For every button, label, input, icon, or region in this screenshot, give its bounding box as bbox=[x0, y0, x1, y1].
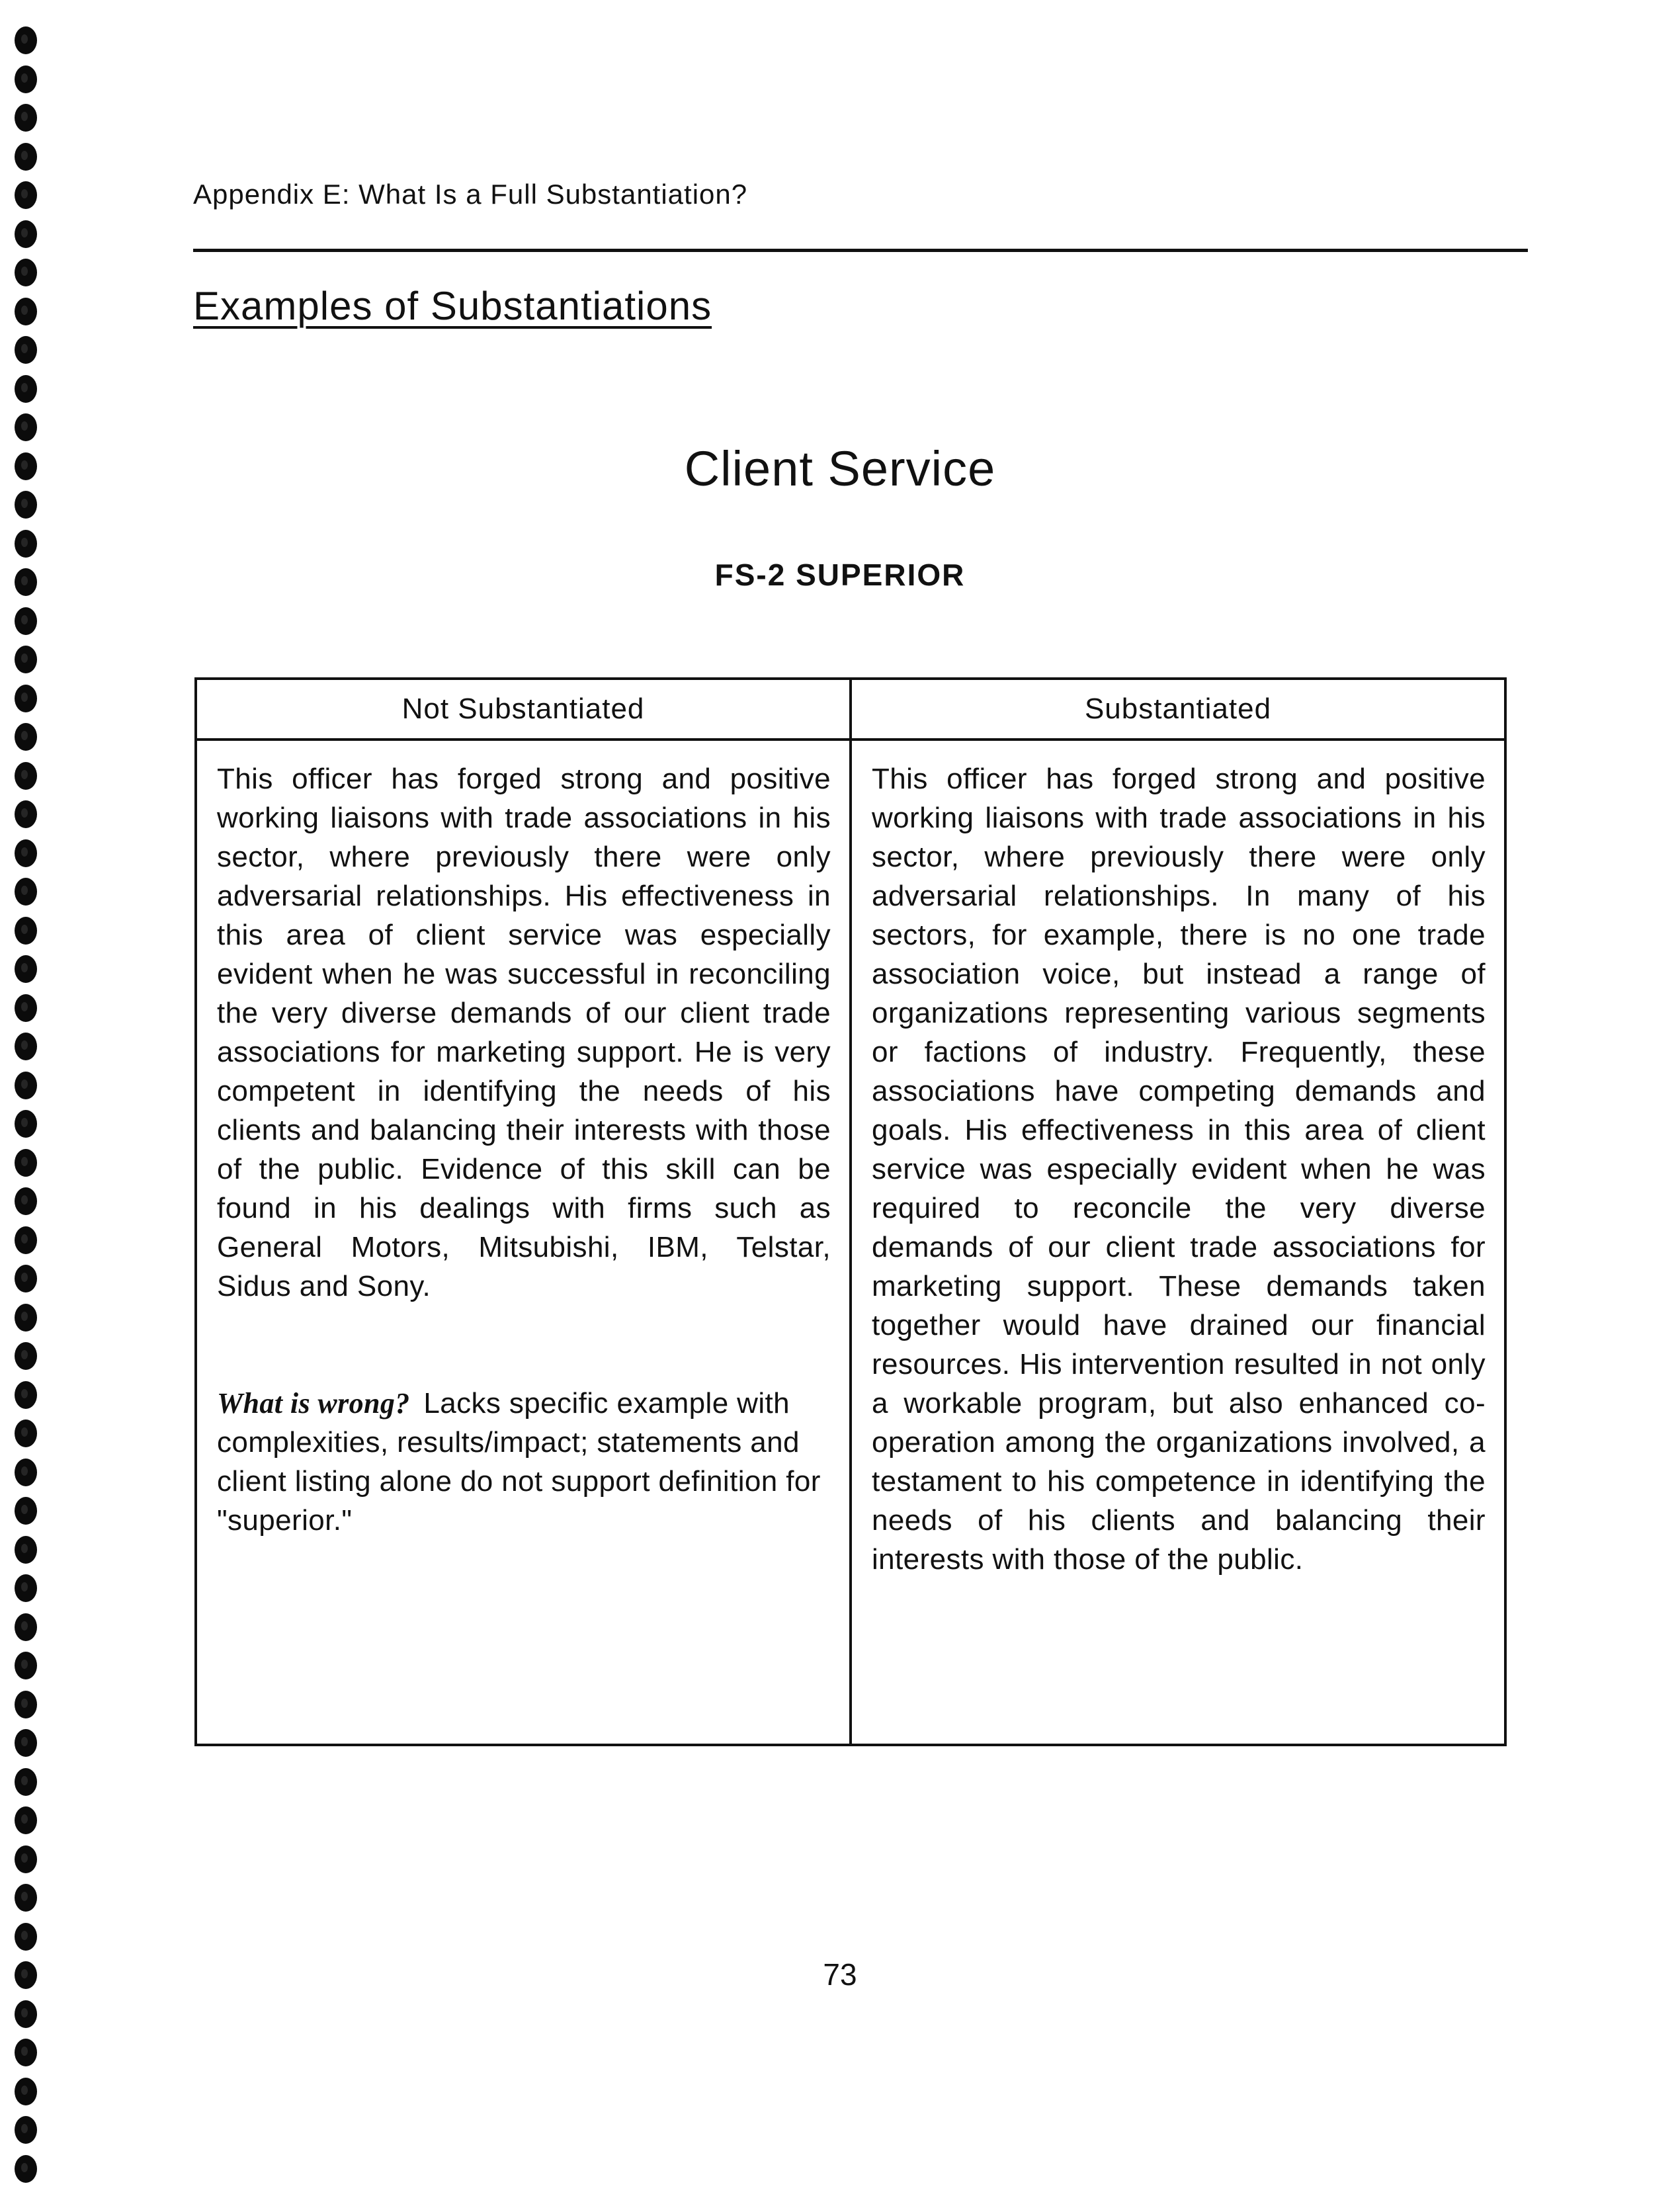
substantiated-text: This officer has forged strong and positive working liaisons with trade associations in his sector, where previously there were only adversarial relationships. In many of his sectors, for example, there is no one trade association voice, but instead a range of organizations representing various segments or factions of industry. Frequently, these associations have competing demands and goals. His effectiveness in this area of client service was especially evident when he was required to reconcile the very diverse demands of our client trade associations for marketing support. These demands taken together would have drained our financial resources. His intervention resulted in not only a workable program, but also enhanced co-operation among the organizations involved, a testament to his competence in identifying the needs of his clients and balancing their interests with those of the public. bbox=[872, 763, 1486, 1576]
binding-hole bbox=[15, 1729, 37, 1757]
binding-hole bbox=[15, 2155, 37, 2183]
critique-text: Lacks specific example with complexities, results/impact; statements and client listing alone do not support definition for "superior." bbox=[217, 1387, 821, 1537]
binding-hole bbox=[15, 2000, 37, 2028]
binding-hole bbox=[15, 1187, 37, 1215]
binding-hole bbox=[15, 917, 37, 945]
binding-hole bbox=[15, 1033, 37, 1060]
binding-hole bbox=[15, 994, 37, 1022]
binding-hole bbox=[15, 1652, 37, 1679]
running-header: Appendix E: What Is a Full Substantiation? bbox=[193, 179, 748, 210]
binding-hole bbox=[15, 1226, 37, 1254]
binding-hole bbox=[15, 955, 37, 983]
binding-hole bbox=[15, 1806, 37, 1834]
binding-hole bbox=[15, 530, 37, 558]
binding-hole bbox=[15, 1768, 37, 1796]
binding-hole bbox=[15, 2039, 37, 2066]
comparison-table bbox=[194, 677, 1507, 1746]
binding-hole bbox=[15, 1613, 37, 1641]
binding-hole bbox=[15, 1265, 37, 1292]
not-substantiated-text: This officer has forged strong and positive working liaisons with trade associations in his sector, where previously there were only adversarial relationships. His effectiveness in this area of client service was especially evident when he was successful in reconciling the very diverse demands of our client trade associations for marketing support. He is very competent in identifying the needs of his clients and balancing their interests with those of the public. Evidence of this skill can be found in his dealings with firms such as General Motors, Mitsubishi, IBM, Telstar, Sidus and Sony. bbox=[217, 763, 831, 1302]
section-heading: Examples of Substantiations bbox=[193, 284, 712, 328]
column-header-not-substantiated: Not Substantiated bbox=[197, 680, 852, 741]
binding-hole bbox=[15, 413, 37, 441]
binding-hole bbox=[15, 1459, 37, 1486]
binding-hole bbox=[15, 1536, 37, 1564]
critique-label: What is wrong? bbox=[217, 1387, 410, 1419]
binding-hole bbox=[15, 1845, 37, 1873]
binding-hole bbox=[15, 1304, 37, 1332]
binding-hole bbox=[15, 2116, 37, 2144]
binding-hole bbox=[15, 181, 37, 209]
binding-hole bbox=[15, 375, 37, 403]
critique-note bbox=[217, 1384, 831, 1540]
binding-hole bbox=[15, 646, 37, 673]
binding-hole bbox=[15, 1419, 37, 1447]
binding-hole bbox=[15, 1923, 37, 1951]
binding-hole bbox=[15, 2078, 37, 2105]
page-number: 73 bbox=[823, 1957, 857, 1992]
binding-hole bbox=[15, 336, 37, 364]
column-header-substantiated: Substantiated bbox=[852, 680, 1504, 741]
binding-hole bbox=[15, 1072, 37, 1099]
binding-hole bbox=[15, 65, 37, 93]
binding-hole bbox=[15, 1691, 37, 1718]
binding-hole bbox=[15, 723, 37, 751]
header-divider bbox=[193, 249, 1528, 252]
not-substantiated-cell bbox=[197, 741, 852, 1744]
binding-hole bbox=[15, 800, 37, 828]
binding-hole bbox=[15, 1342, 37, 1370]
binding-hole bbox=[15, 143, 37, 171]
substantiated-cell bbox=[852, 741, 1504, 1744]
binding-hole bbox=[15, 104, 37, 132]
binding-hole bbox=[15, 220, 37, 248]
binding-hole bbox=[15, 1574, 37, 1602]
binding-hole bbox=[15, 839, 37, 867]
binding-hole bbox=[15, 298, 37, 325]
binding-hole bbox=[15, 26, 37, 54]
binding-hole bbox=[15, 762, 37, 790]
binding-hole bbox=[15, 1381, 37, 1409]
binding-hole bbox=[15, 685, 37, 712]
binding-hole bbox=[15, 878, 37, 906]
page-subtitle: FS-2 SUPERIOR bbox=[714, 558, 966, 592]
page-title: Client Service bbox=[684, 441, 996, 496]
spiral-binding bbox=[15, 26, 41, 2183]
binding-hole bbox=[15, 1149, 37, 1177]
binding-hole bbox=[15, 607, 37, 635]
binding-hole bbox=[15, 1497, 37, 1525]
binding-hole bbox=[15, 259, 37, 286]
binding-hole bbox=[15, 1110, 37, 1138]
binding-hole bbox=[15, 1884, 37, 1912]
